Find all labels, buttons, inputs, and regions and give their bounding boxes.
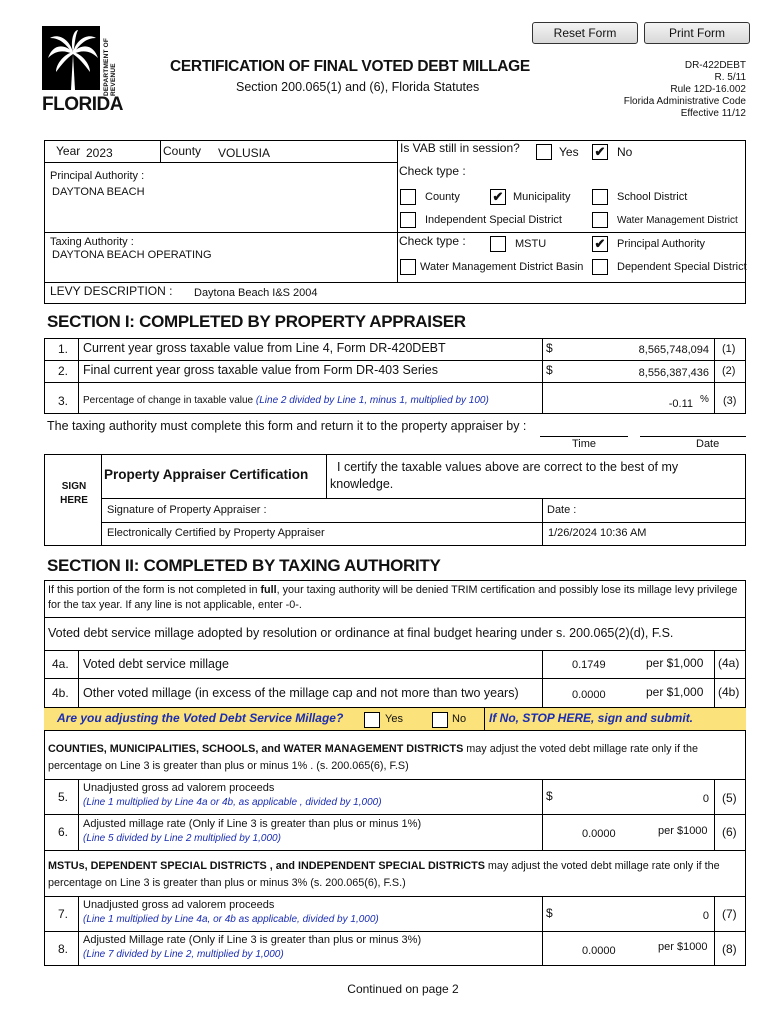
taxing-authority-label: Taxing Authority : — [50, 236, 134, 248]
principal-authority-field[interactable]: DAYTONA BEACH — [52, 186, 145, 198]
line-2-text: Final current year gross taxable value from Form DR-403 Series — [83, 363, 438, 377]
wmd-option-label: Water Management District — [617, 215, 738, 226]
county-checkbox[interactable] — [400, 189, 416, 205]
pa-cert-title: Property Appraiser Certification — [104, 467, 309, 482]
municipality-option-label: Municipality — [513, 191, 571, 203]
form-rule: Rule 12D-16.002 — [670, 84, 746, 95]
adjust-yes-label: Yes — [385, 713, 403, 725]
line-6-note: (Line 5 divided by Line 2 multiplied by 1,000) — [83, 833, 281, 844]
line-5-number: 5. — [58, 790, 69, 804]
pa-date-label: Date : — [547, 504, 577, 516]
vab-session-label: Is VAB still in session? — [400, 141, 520, 155]
line-7-dollar: $ — [546, 906, 553, 920]
form-subtitle: Section 200.065(1) and (6), Florida Statutes — [236, 80, 480, 94]
line-7-ref: (7) — [722, 907, 737, 921]
line-4a-number: 4a. — [52, 657, 69, 671]
pa-cert-text: I certify the taxable values above are correct to the best of my knowledge. — [330, 460, 679, 491]
line-7-value[interactable]: 0 — [702, 910, 709, 922]
line-8-per: per $1000 — [658, 941, 708, 953]
principal-authority-label: Principal Authority : — [50, 170, 145, 182]
print-form-button[interactable]: Print Form — [644, 22, 750, 44]
mstu-option-label: MSTU — [515, 238, 547, 250]
vab-yes-checkbox[interactable] — [536, 144, 552, 160]
dependent-special-district-checkbox[interactable] — [592, 259, 608, 275]
line-3-ref: (3) — [723, 395, 737, 407]
line-4a-ref: (4a) — [718, 656, 740, 670]
mstu-bold: MSTUs, DEPENDENT SPECIAL DISTRICTS , and INDEPENDENT SPECIAL DISTRICTS — [48, 860, 485, 872]
line-1-value[interactable]: 8,565,748,094 — [638, 344, 709, 356]
line-1-number: 1. — [58, 342, 69, 356]
line-5-dollar: $ — [546, 789, 553, 803]
county-option-label: County — [425, 191, 460, 203]
line-3-note: (Line 2 divided by Line 1, minus 1, multiplied by 100) — [255, 395, 489, 406]
sign-here-label: SIGN HERE — [60, 481, 88, 506]
line-2-value[interactable]: 8,556,387,436 — [638, 367, 709, 379]
mstu-instructions — [48, 858, 745, 892]
warning-bold: full — [260, 584, 277, 596]
line-8-value[interactable]: 0.0000 — [582, 945, 616, 957]
form-id: DR-422DEBT — [684, 60, 746, 71]
adjust-question: Are you adjusting the Voted Debt Service Millage? — [57, 711, 344, 725]
pa-signature-label: Signature of Property Appraiser : — [107, 504, 267, 516]
line-5-value[interactable]: 0 — [702, 793, 709, 805]
line-7-text: Unadjusted gross ad valorem proceeds — [83, 899, 275, 911]
line-2-number: 2. — [58, 364, 69, 378]
wmd-basin-option-label: Water Management District Basin — [420, 261, 584, 273]
line-3-unit: % — [700, 394, 709, 405]
form-rev: R. 5/11 — [714, 72, 746, 83]
adjust-no-label: No — [452, 713, 467, 725]
line-8-text: Adjusted Millage rate (Only if Line 3 is greater than plus or minus 3%) — [83, 934, 422, 946]
principal-authority-option-label: Principal Authority — [617, 238, 706, 250]
return-date-label: Date — [696, 438, 720, 450]
check-type-label-2: Check type : — [399, 234, 466, 248]
cmsw-text: may adjust the voted debt millage rate only if the percentage on Line 3 is greater than plus or minus 1% . (s. 200.065(6), F.S) — [48, 743, 698, 772]
vab-yes-label: Yes — [559, 145, 579, 159]
levy-description-field[interactable]: Daytona Beach I&S 2004 — [194, 287, 318, 299]
dsd-option-label: Dependent Special District — [617, 261, 747, 273]
line-8-number: 8. — [58, 942, 69, 956]
adjust-stop-text: If No, STOP HERE, sign and submit. — [489, 711, 694, 725]
check-type-label: Check type : — [399, 164, 466, 178]
warning-pre: If this portion of the form is not completed in — [48, 584, 261, 596]
line-1-dollar: $ — [546, 341, 553, 355]
line-6-value[interactable]: 0.0000 — [582, 828, 616, 840]
line-4b-per: per $1,000 — [646, 685, 704, 699]
line-5-ref: (5) — [722, 791, 737, 805]
county-field[interactable]: VOLUSIA — [218, 146, 271, 160]
mstu-checkbox[interactable] — [490, 236, 506, 252]
form-id-block — [624, 60, 746, 120]
section-2-title: SECTION II: COMPLETED BY TAXING AUTHORITY — [47, 556, 441, 575]
year-label: Year — [56, 144, 81, 158]
line-6-number: 6. — [58, 825, 69, 839]
line-1-text: Current year gross taxable value from Line 4, Form DR-420DEBT — [83, 341, 446, 355]
line-8-note: (Line 7 divided by Line 2, multiplied by 1,000) — [83, 949, 284, 960]
principal-authority-checkbox[interactable]: ✔ — [592, 236, 608, 252]
line-8-ref: (8) — [722, 942, 737, 956]
line-1-ref: (1) — [722, 343, 736, 355]
levy-description-label: LEVY DESCRIPTION : — [50, 284, 173, 298]
wmd-basin-checkbox[interactable] — [400, 259, 416, 275]
form-title: CERTIFICATION OF FINAL VOTED DEBT MILLAGE — [170, 58, 530, 75]
continued-on-page-2: Continued on page 2 — [347, 982, 459, 996]
taxing-authority-field[interactable]: DAYTONA BEACH OPERATING — [52, 249, 212, 261]
cmsw-bold: COUNTIES, MUNICIPALITIES, SCHOOLS, and WATER MANAGEMENT DISTRICTS — [48, 743, 464, 755]
cmsw-instructions — [48, 741, 745, 775]
section-1-title: SECTION I: COMPLETED BY PROPERTY APPRAISER — [47, 312, 466, 331]
florida-logo-text: FLORIDA — [42, 94, 123, 115]
warning-post: , your taxing authority will be denied TRIM certification and possibly lose its millage levy privilege for the tax year. If any line is not applicable, enter -0-. — [48, 584, 738, 611]
form-effective: Effective 11/12 — [680, 108, 746, 119]
line-6-text: Adjusted millage rate (Only if Line 3 is greater than plus or minus 1%) — [83, 818, 422, 830]
section-2-warning — [48, 583, 743, 613]
line-3-text-row — [83, 395, 489, 406]
florida-dor-logo — [42, 24, 123, 120]
pa-date-field[interactable]: 1/26/2024 10:36 AM — [548, 527, 647, 539]
vab-no-checkbox[interactable]: ✔ — [592, 144, 608, 160]
isd-option-label: Independent Special District — [425, 214, 562, 226]
line-7-note: (Line 1 multiplied by Line 4a, or 4b as applicable, divided by 1,000) — [83, 914, 379, 925]
vab-no-label: No — [617, 145, 633, 159]
mstu-text: may adjust the voted debt millage rate only if the percentage on Line 3 is greater than plus or minus 3% (s. 200.065(6), F.S.) — [48, 860, 720, 889]
return-by-text: The taxing authority must complete this form and return it to the property appraiser by : — [47, 419, 527, 433]
line-2-dollar: $ — [546, 363, 553, 377]
return-time-label: Time — [572, 438, 597, 450]
adjust-yes-checkbox[interactable] — [364, 712, 380, 728]
line-3-value[interactable]: -0.11 — [668, 398, 693, 410]
line-3-number: 3. — [58, 394, 69, 408]
line-4a-value[interactable]: 0.1749 — [572, 659, 606, 671]
line-6-ref: (6) — [722, 825, 737, 839]
line-5-note: (Line 1 multiplied by Line 4a or 4b, as applicable , divided by 1,000) — [83, 797, 382, 808]
county-label: County — [163, 144, 202, 158]
line-7-number: 7. — [58, 907, 69, 921]
school-district-checkbox[interactable] — [592, 189, 608, 205]
department-of-revenue-text: DEPARTMENT OF REVENUE — [103, 37, 117, 96]
school-district-option-label: School District — [617, 191, 688, 203]
line-2-ref: (2) — [722, 365, 736, 377]
line-4b-value[interactable]: 0.0000 — [572, 689, 606, 701]
line-4a-per: per $1,000 — [646, 656, 704, 670]
line-4b-text: Other voted millage (in excess of the millage cap and not more than two years) — [83, 686, 519, 700]
line-4b-ref: (4b) — [718, 685, 740, 699]
independent-special-district-checkbox[interactable] — [400, 212, 416, 228]
form-code: Florida Administrative Code — [623, 96, 746, 107]
line-4b-number: 4b. — [52, 686, 69, 700]
municipality-checkbox[interactable]: ✔ — [490, 189, 506, 205]
pa-signature-field[interactable]: Electronically Certified by Property Appraiser — [107, 527, 325, 539]
water-management-district-checkbox[interactable] — [592, 212, 608, 228]
adjust-no-checkbox[interactable] — [432, 712, 448, 728]
year-field[interactable]: 2023 — [86, 146, 113, 160]
line-5-text: Unadjusted gross ad valorem proceeds — [83, 782, 275, 794]
line-4a-text: Voted debt service millage — [83, 657, 229, 671]
line-3-text: Percentage of change in taxable value — [83, 395, 254, 406]
line-6-per: per $1000 — [658, 825, 708, 837]
voted-millage-text: Voted debt service millage adopted by resolution or ordinance at final budget hearing under s. 200.065(2)(d), F.S. — [48, 626, 674, 640]
reset-form-button[interactable]: Reset Form — [532, 22, 638, 44]
